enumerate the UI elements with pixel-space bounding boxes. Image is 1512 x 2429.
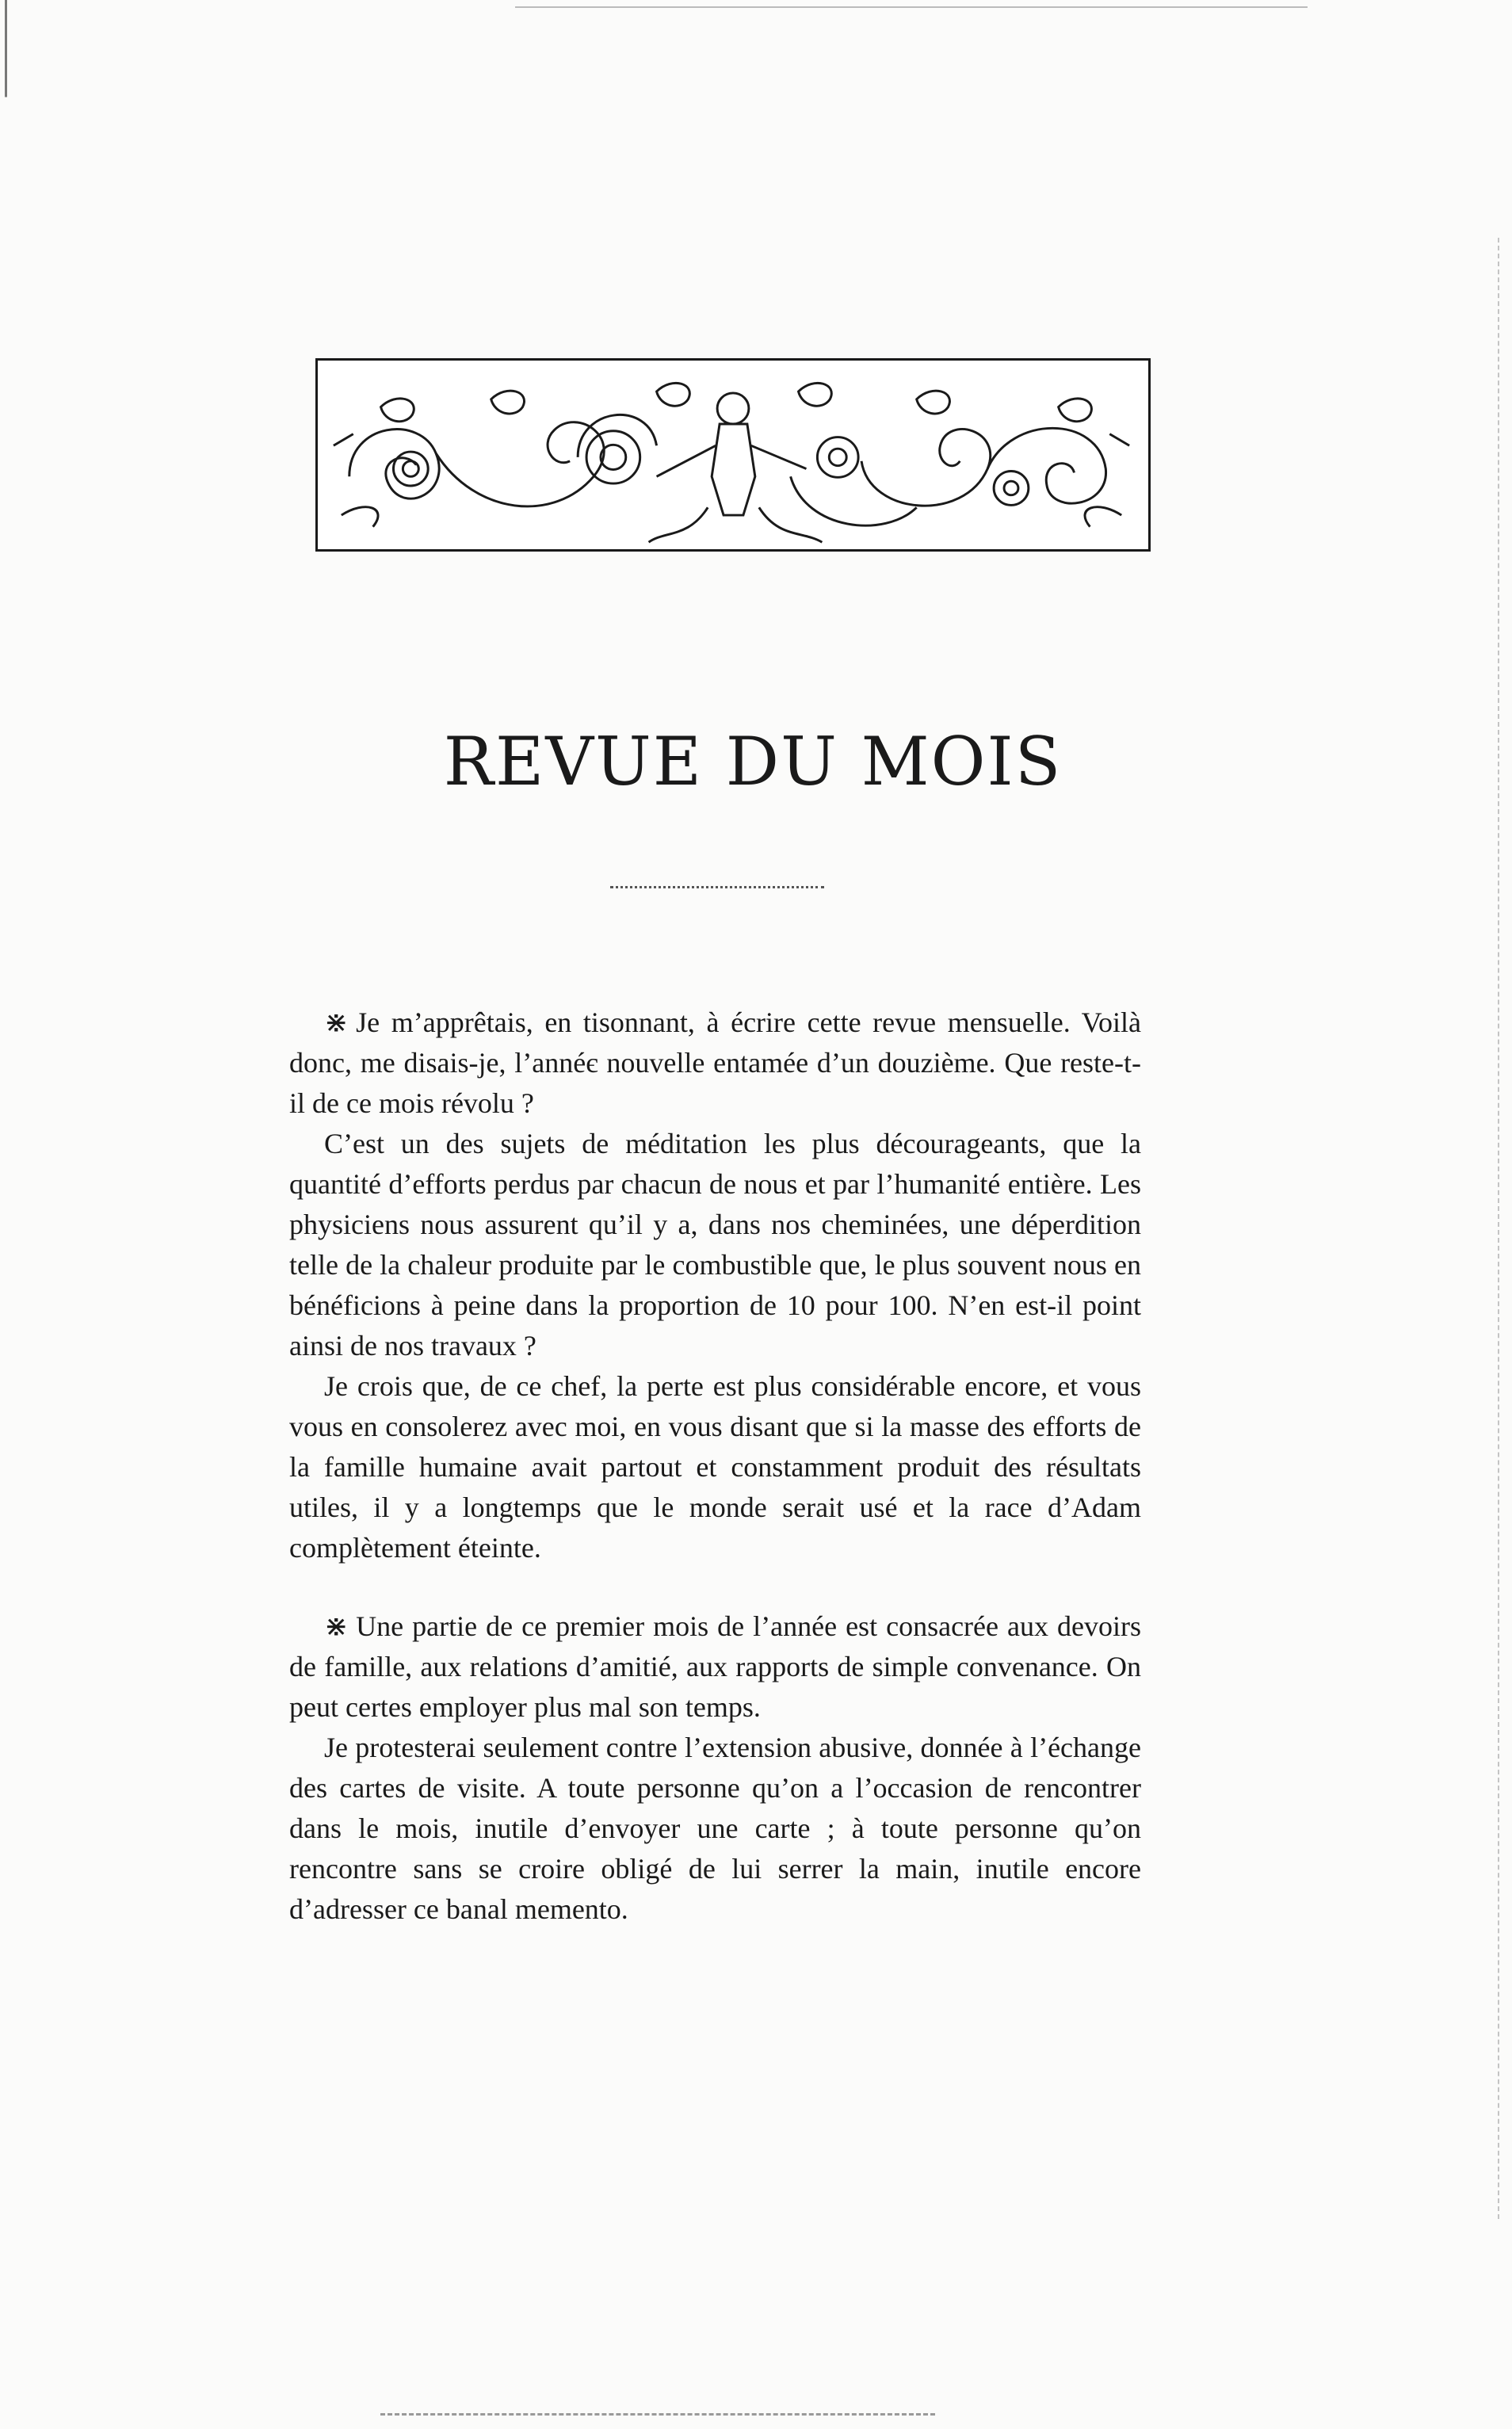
paragraph-text: Une partie de ce premier mois de l’année est consacrée aux devoirs de famille, aux relations d’amitié, aux rapports de simple convenance. On peut certes employer plus mal son temps. <box>289 1610 1141 1723</box>
scan-edge-bottom <box>380 2413 935 2416</box>
scan-edge-left <box>5 0 7 2429</box>
article-body <box>289 1003 1141 1930</box>
paragraph <box>289 1003 1141 1124</box>
paragraph: Je protesterai seulement contre l’extension abusive, donnée à l’échange des cartes de visite. A toute personne qu’on a l’occasion de rencontrer dans le mois, inutile d’envoyer une carte ; à toute personne qu’on rencontre sans se croire obligé de lui serrer la main, inutile encore d’adresser ce banal memento. <box>289 1732 1141 1925</box>
scan-edge-right <box>1496 238 1499 2219</box>
title-divider <box>610 886 824 892</box>
rinceau-vignette-icon <box>315 358 1151 552</box>
scan-edge-top <box>515 6 1308 8</box>
paragraph <box>289 1606 1141 1728</box>
paragraph-text: Je m’apprêtais, en tisonnant, à écrire cette revue mensuelle. Voilà donc, me disais-je, l’annéє nouvelle entamée d’un douzième. Que reste-t-il de ce mois révolu ? <box>289 1006 1141 1119</box>
paragraph: Je crois que, de ce chef, la perte est plus considérable encore, et vous vous en consolerez avec moi, en vous disant que si la masse des efforts de la famille humaine avait partout et constamment produit des résultats utiles, il y a longtemps que le monde serait usé et la race d’Adam complètement éteinte. <box>289 1370 1141 1564</box>
asterism-icon: ⋇ <box>324 1006 349 1039</box>
ornament-drawing <box>318 361 1148 549</box>
asterism-icon: ⋇ <box>324 1610 349 1643</box>
page-title: REVUE DU MOIS <box>443 723 1063 800</box>
paragraph: C’est un des sujets de méditation les plus décourageants, que la quantité d’efforts perdus par chacun de nous et par l’humanité entière. Les physiciens nous assurent qu’il y a, dans nos cheminées, une déperdition telle de la chaleur produite par le combustible que, le plus souvent nous en bénéficions à peine dans la proportion de 10 pour 100. N’en est-il point ainsi de nos travaux ? <box>289 1128 1141 1362</box>
